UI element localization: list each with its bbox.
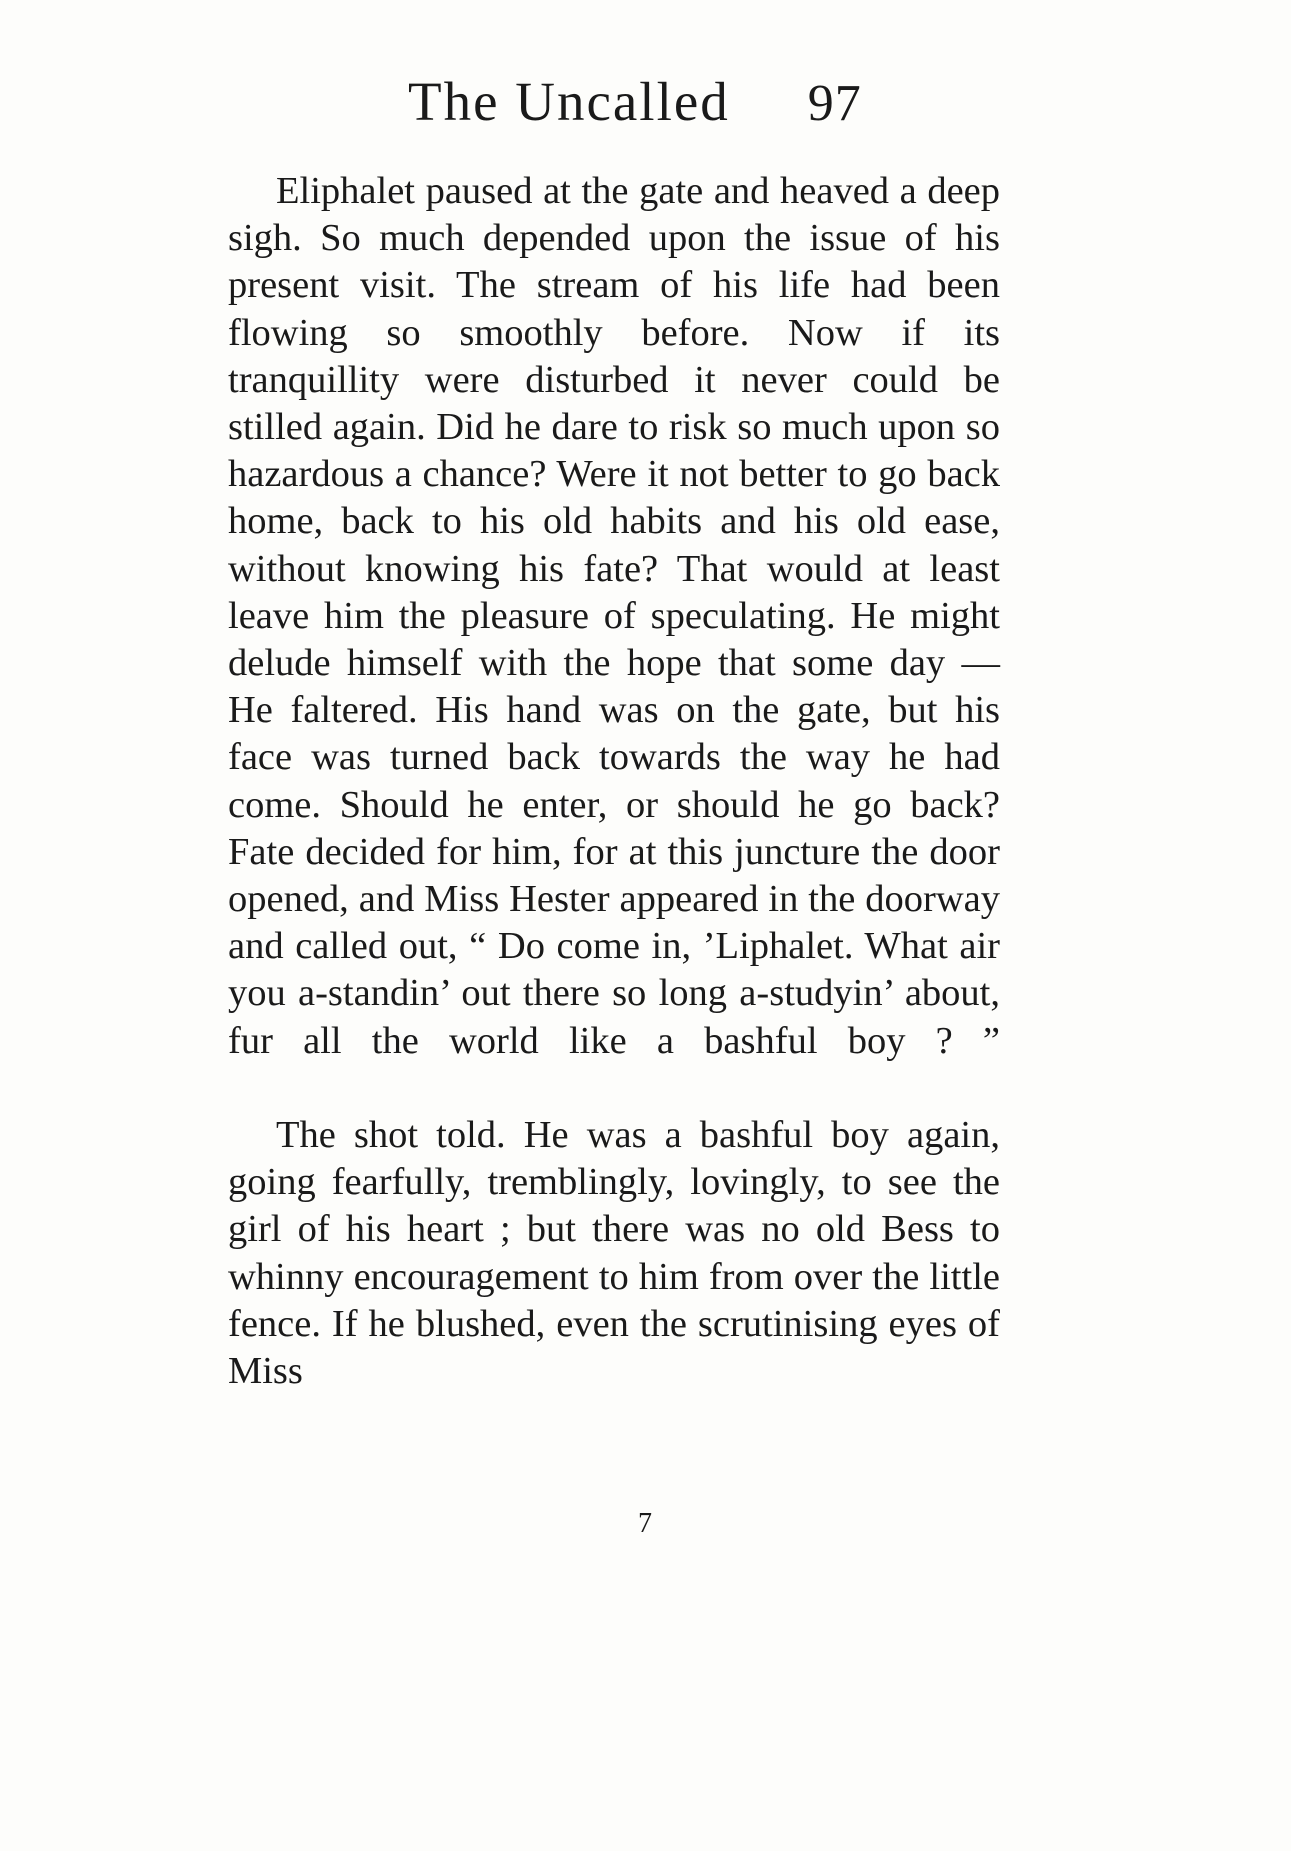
page-body bbox=[228, 168, 1000, 1395]
page-header bbox=[228, 70, 1003, 133]
paragraph-1: Eliphalet paused at the gate and heaved a deep sigh. So much depended upon the issue of his present visit. The stream of his life had been flowing so smoothly before. Now if its tranquillity were disturbed it never could be stilled again. Did he dare to risk so much upon so hazardous a chance? Were it not better to go back home, back to his old habits and his old ease, without knowing his fate? That would at least leave him the pleasure of speculating. He might delude himself with the hope that some day — He faltered. His hand was on the gate, but his face was turned back towards the way he had come. Should he enter, or should he go back? Fate decided for him, for at this juncture the door opened, and Miss Hester appeared in the doorway and called out, “ Do come in, ’Liphalet. What air you a-standin’ out there so long a-studyin’ about, fur all the world like a bashful boy ? ” bbox=[228, 170, 1000, 1062]
page-title: The Uncalled bbox=[408, 71, 730, 132]
paragraph-2: The shot told. He was a bashful boy again, going fearfully, tremblingly, lovingly, to see the girl of his heart ; but there was no old Bess to whinny encouragement to him from over the little fence. If he blushed, even the scrutinising eyes of Miss bbox=[228, 1114, 1000, 1393]
signature-mark: 7 bbox=[638, 1508, 653, 1539]
page-number: 97 bbox=[807, 75, 862, 132]
